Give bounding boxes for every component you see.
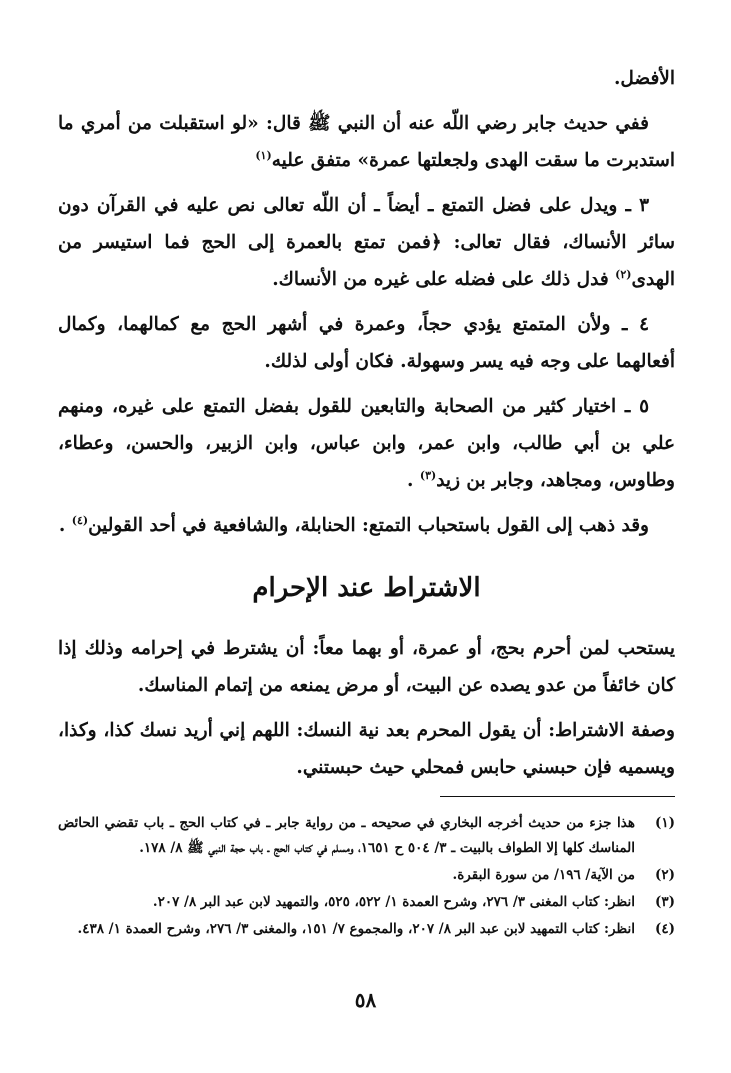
footnote-number: (٢) xyxy=(654,867,675,883)
page-content xyxy=(58,60,675,944)
paragraph-2-text-b: فدل ذلك على فضله على غيره من الأنساك. xyxy=(272,269,609,290)
footnote-1 xyxy=(58,811,675,861)
section-heading: الاشتراط عند الإحرام xyxy=(252,573,481,603)
footnote-text: هذا جزء من حديث أخرجه البخاري في صحيحه ـ من رواية جابر ـ في كتاب الحج ـ باب تقضي الحائض المناسك كلها إلا الطواف بالبيت ـ ٣/ ٥٠٤ ح ١٦٥١، ومسلم في كتاب الحج ـ باب حجة النبي ﷺ ٨/ ١٧٨. xyxy=(58,815,635,856)
footnote-text: انظر: كتاب التمهيد لابن عبد البر ٨/ ٢٠٧، والمجموع ٧/ ١٥١، والمغنى ٣/ ٢٧٦، وشرح العمدة ١/ ٤٣٨. xyxy=(77,921,635,937)
footnote-3 xyxy=(58,890,675,915)
paragraph-1-text: ففي حديث جابر رضي اللّه عنه أن النبي ﷺ قال: «لو استقبلت من أمري ما استدبرت ما سقت الهدى ولجعلتها عمرة» متفق عليه xyxy=(58,113,675,171)
footnote-ref-3[interactable]: (٣) xyxy=(419,468,437,482)
footnote-ref-1[interactable]: (١) xyxy=(255,148,272,162)
footnote-ref-2[interactable]: (٢) xyxy=(615,267,632,281)
paragraph-5-end: . xyxy=(58,515,66,536)
paragraph-2-text-a: ٣ ـ ويدل على فضل التمتع ـ أيضاً ـ أن اللّه تعالى نص عليه في القرآن دون سائر الأنساك، فقال تعالى: xyxy=(58,195,675,253)
footnote-divider xyxy=(440,796,675,797)
footnote-number: (٤) xyxy=(654,921,675,937)
paragraph-5 xyxy=(58,507,675,544)
paragraph-6-text: يستحب لمن أحرم بحج، أو عمرة، أو بهما معاً: أن يشترط في إحرامه وذلك إذا كان خائفاً من عدو يصده عن البيت، أو مرض يمنعه من إتمام المناسك. xyxy=(58,638,675,696)
paragraph-1 xyxy=(58,105,675,179)
paragraph-0 xyxy=(58,60,675,97)
footnote-number: (١) xyxy=(654,815,675,831)
paragraph-3-text: ٤ ـ ولأن المتمتع يؤدي حجاً، وعمرة في أشهر الحج مع كمالهما، وكمال أفعالهما على وجه فيه يسر وسهولة. فكان أولى لذلك. xyxy=(58,314,675,372)
paragraph-7-text: وصفة الاشتراط: أن يقول المحرم بعد نية النسك: اللهم إني أريد نسك كذا، وكذا، ويسميه فإن حبسني حابس فمحلي حيث حبستني. xyxy=(58,720,675,778)
footnote-text: انظر: كتاب المغنى ٣/ ٢٧٦، وشرح العمدة ١/ ٥٢٢، ٥٢٥، والتمهيد لابن عبد البر ٨/ ٢٠٧. xyxy=(152,894,635,910)
footnote-text: من الآية/ ١٩٦/ من سورة البقرة. xyxy=(452,867,635,883)
footnote-ref-4[interactable]: (٤) xyxy=(71,513,89,527)
page-number: ٥٨ xyxy=(354,988,377,1012)
paragraph-6 xyxy=(58,630,675,704)
footnote-4 xyxy=(58,917,675,942)
footnote-2 xyxy=(58,863,675,888)
paragraph-0-text: الأفضل. xyxy=(613,68,675,89)
footnote-number: (٣) xyxy=(654,894,675,910)
paragraph-7 xyxy=(58,712,675,786)
paragraph-4 xyxy=(58,388,675,499)
quran-verse: ﴿فمن تمتع بالعمرة إلى الحج فما استيسر من الهدى xyxy=(58,232,675,290)
paragraph-3 xyxy=(58,306,675,380)
paragraph-4-text: ٥ ـ اختيار كثير من الصحابة والتابعين للقول بفضل التمتع على غيره، ومنهم علي بن أبي طالب، وابن عمر، وابن عباس، وابن الزبير، والحسن، وعطاء، وطاوس، ومجاهد، وجابر بن زيد xyxy=(58,396,675,491)
paragraph-4-end: . xyxy=(406,470,414,491)
footnotes xyxy=(58,811,675,942)
paragraph-5-text: وقد ذهب إلى القول باستحباب التمتع: الحنابلة، والشافعية في أحد القولين xyxy=(88,515,649,536)
paragraph-2 xyxy=(58,187,675,298)
